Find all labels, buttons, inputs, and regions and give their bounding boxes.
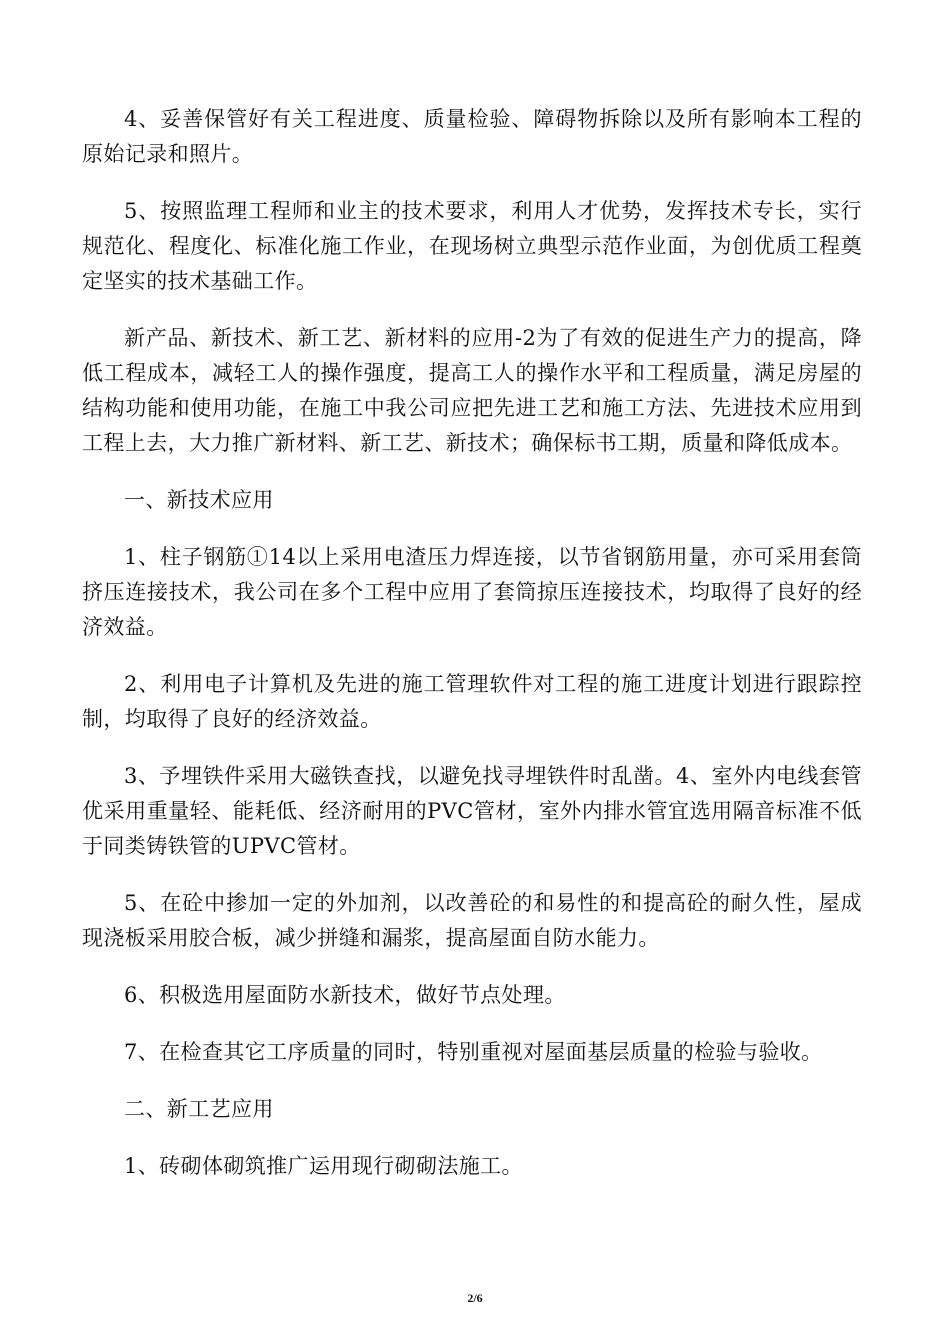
paragraph-technical-requirements: 5、按照监理工程师和业主的技术要求，利用人才优势，发挥技术专长，实行规范化、程度化、标准化施工作业，在现场树立典型示范作业面，为创优质工程奠定坚实的技术基础工作。 — [82, 199, 862, 293]
paragraph-concrete-admixture: 5、在砼中掺加一定的外加剂，以改善砼的和易性的和提高砼的耐久性，屋成现浇板采用胶合板，减少拼缝和漏浆，提高屋面自防水能力。 — [82, 891, 862, 950]
paragraph-roof-inspection: 7、在检查其它工序质量的同时，特别重视对屋面基层质量的检验与验收。 — [124, 1040, 823, 1064]
document-body — [82, 102, 862, 1206]
paragraph-masonry-method: 1、砖砌体砌筑推广运用现行砌砌法施工。 — [124, 1154, 523, 1178]
page-number: 2/6 — [467, 1291, 483, 1305]
paragraph-record-keeping: 4、妥善保管好有关工程进度、质量检验、障碍物拆除以及所有影响本工程的原始记录和照片。 — [82, 107, 862, 166]
paragraph-rebar-connection: 1、柱子钢筋①14以上采用电渣压力焊连接，以节省钢筋用量，亦可采用套筒挤压连接技术，我公司在多个工程中应用了套筒掠压连接技术，均取得了良好的经济效益。 — [82, 545, 862, 639]
paragraph-embedded-parts-pipes: 3、予埋铁件采用大磁铁查找，以避免找寻埋铁件时乱凿。4、室外内电线套管优采用重量轻、能耗低、经济耐用的PVC管材，室外内排水管宜选用隔音标准不低于同类铸铁管的UPVC管材。 — [82, 764, 862, 858]
paragraph-computer-control: 2、利用电子计算机及先进的施工管理软件对工程的施工进度计划进行跟踪控制，均取得了良好的经济效益。 — [82, 672, 862, 731]
section-heading-new-process: 二、新工艺应用 — [124, 1097, 274, 1121]
paragraph-new-products-intro: 新产品、新技术、新工艺、新材料的应用-2为了有效的促进生产力的提高，降低工程成本，减轻工人的操作强度，提高工人的操作水平和工程质量，满足房屋的结构功能和使用功能，在施工中我公司应把先进工艺和施工方法、先进技术应用到工程上去，大力推广新材料、新工艺、新技术；确保标书工期，质量和降低成本。 — [82, 326, 862, 455]
section-heading-new-technology: 一、新技术应用 — [124, 488, 274, 512]
paragraph-roof-waterproofing: 6、积极选用屋面防水新技术，做好节点处理。 — [124, 983, 566, 1007]
